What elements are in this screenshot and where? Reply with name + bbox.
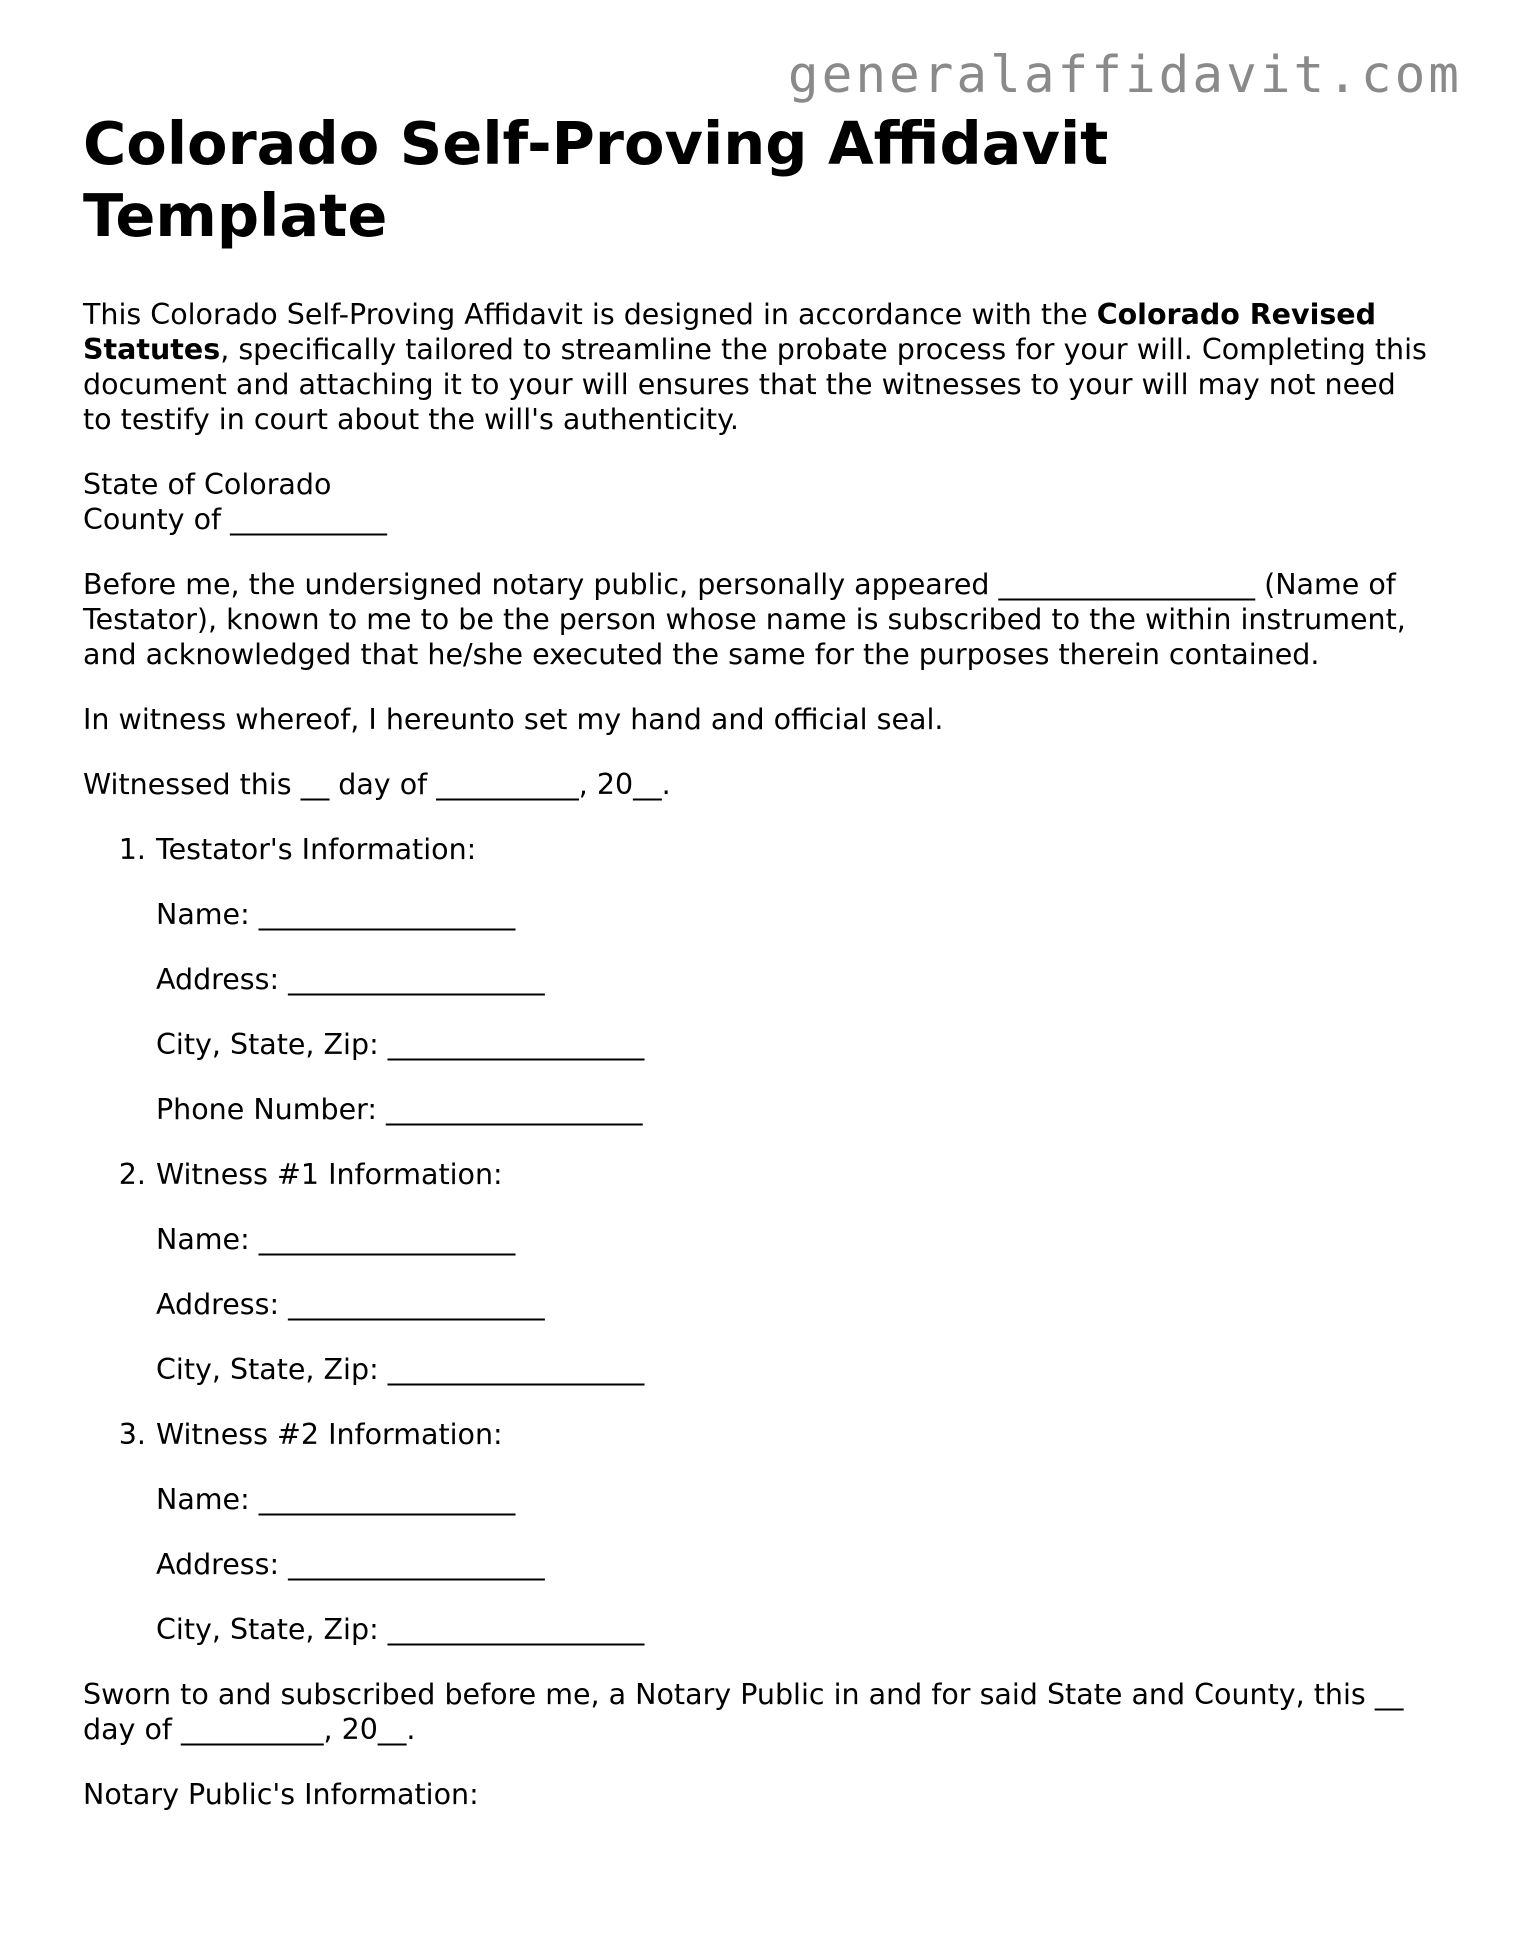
list-item-number: 3. [118,1418,146,1451]
intro-bold-statutes: Colorado Revised Statutes [83,298,1377,366]
list-item-testator [83,832,1433,1127]
witness-2-address-field: Address: __________________ [156,1548,545,1581]
watermark: generalaffidavit.com [787,46,1462,105]
intro-text-after: , specifically tailored to streamline the probate process for your will. Completing this document and attaching it to your will ensures that the witnesses to your will may not need to testify in court about the will's authenticity. [83,333,1427,436]
appearance-paragraph: Before me, the undersigned notary public, personally appeared __________________ (Name of Testator), known to me to be the person whose name is subscribed to the within instrument, and acknowledged that he/she executed the same for the purposes therein contained. [83,568,1406,671]
list-item-title: Testator's Information: [156,833,477,866]
intro-paragraph [83,297,1433,437]
witnessed-date-line: Witnessed this __ day of __________, 20__. [83,768,671,801]
testator-city-state-zip-field: City, State, Zip: __________________ [156,1028,645,1061]
venue-block [83,467,1433,537]
witness-1-name-field: Name: __________________ [156,1223,516,1256]
witness-2-name-field: Name: __________________ [156,1483,516,1516]
list-item-title: Witness #1 Information: [156,1158,503,1191]
witness-whereof-paragraph: In witness whereof, I hereunto set my hand and official seal. [83,703,944,736]
witness-1-city-state-zip-field: City, State, Zip: __________________ [156,1353,645,1386]
venue-county: County of ___________ [83,503,387,536]
testator-phone-field: Phone Number: __________________ [156,1093,643,1126]
notary-info-heading: Notary Public's Information: [83,1778,479,1811]
list-item-witness-1 [83,1157,1433,1387]
document-body [83,108,1433,1842]
list-item-witness-2 [83,1417,1433,1647]
intro-text-before: This Colorado Self-Proving Affidavit is designed in accordance with the [83,298,1097,331]
testator-address-field: Address: __________________ [156,963,545,996]
witness-1-address-field: Address: __________________ [156,1288,545,1321]
info-sections-list [83,832,1433,1647]
list-item-title: Witness #2 Information: [156,1418,503,1451]
list-item-number: 2. [118,1158,146,1191]
venue-state: State of Colorado [83,468,332,501]
list-item-number: 1. [118,833,146,866]
sworn-paragraph: Sworn to and subscribed before me, a Notary Public in and for said State and County, this __ day of __________, 20__. [83,1678,1404,1746]
witness-2-city-state-zip-field: City, State, Zip: __________________ [156,1613,645,1646]
page-title: Colorado Self-Proving Affidavit Template [83,109,1109,250]
testator-name-field: Name: __________________ [156,898,516,931]
